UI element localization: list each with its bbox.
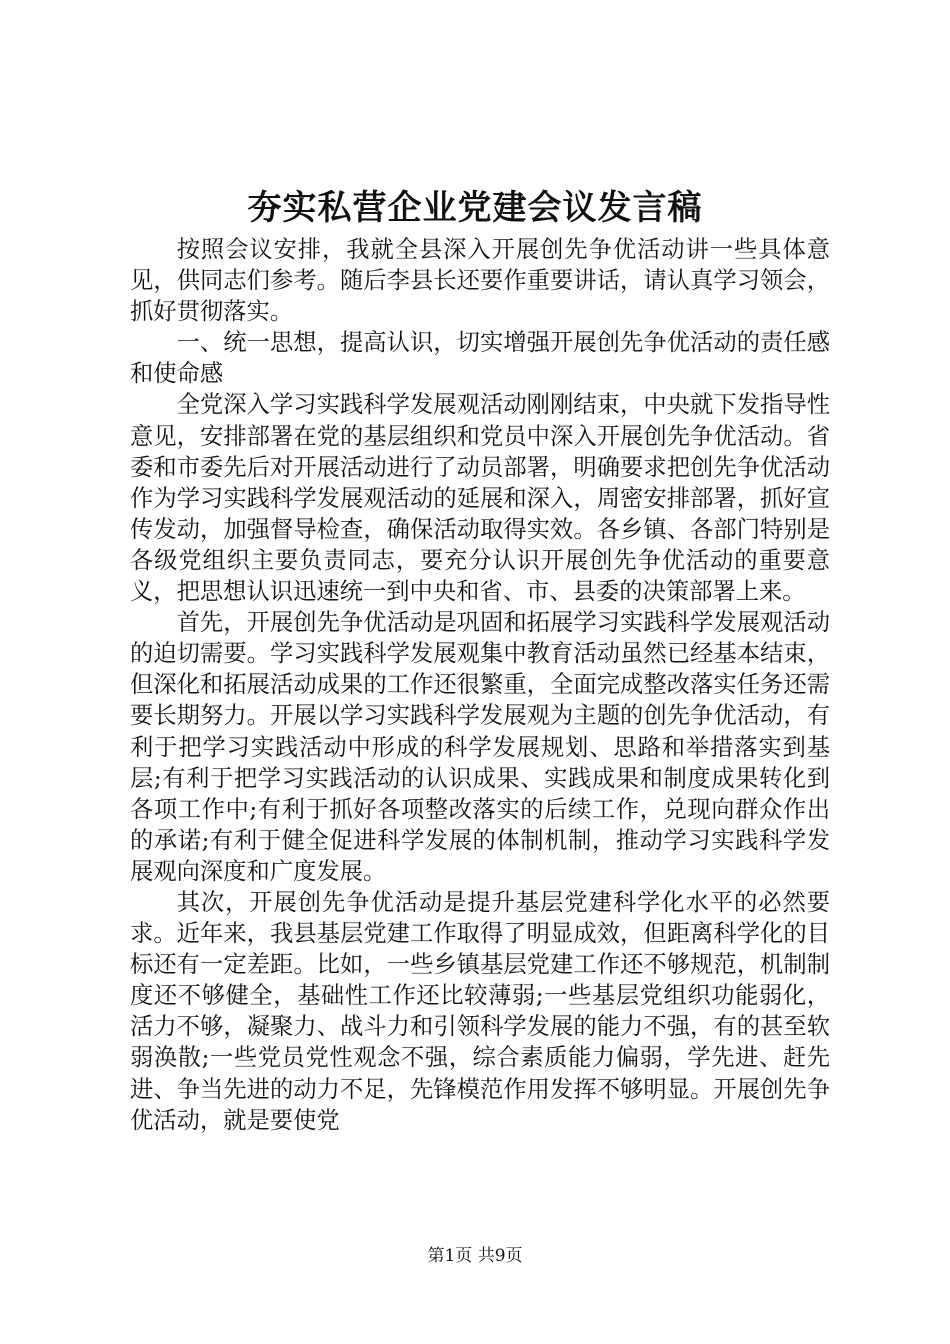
document-body	[130, 234, 830, 1136]
paragraph-first-point: 首先，开展创先争优活动是巩固和拓展学习实践科学发展观活动的迫切需要。学习实践科学发展观集中教育活动虽然已经基本结束，但深化和拓展活动成果的工作还很繁重，全面完成整改落实任务还需要长期努力。开展以学习实践科学发展观为主题的创先争优活动，有利于把学习实践活动中形成的科学发展规划、思路和举措落实到基层;有利于把学习实践活动的认识成果、实践成果和制度成果转化到各项工作中;有利于抓好各项整改落实的后续工作，兑现向群众作出的承诺;有利于健全促进科学发展的体制机制，推动学习实践科学发展观向深度和广度发展。	[130, 609, 830, 885]
page-footer: 第1页 共9页	[427, 1246, 523, 1266]
paragraph-background: 全党深入学习实践科学发展观活动刚刚结束，中央就下发指导性意见，安排部署在党的基层组织和党员中深入开展创先争优活动。省委和市委先后对开展活动进行了动员部署，明确要求把创先争优活动作为学习实践科学发展观活动的延展和深入，周密安排部署，抓好宣传发动，加强督导检查，确保活动取得实效。各乡镇、各部门特别是各级党组织主要负责同志，要充分认识开展创先争优活动的重要意义，把思想认识迅速统一到中央和省、市、县委的决策部署上来。	[130, 391, 830, 606]
paragraph-intro: 按照会议安排，我就全县深入开展创先争优活动讲一些具体意见，供同志们参考。随后李县长还要作重要讲话，请认真学习领会，抓好贯彻落实。	[130, 236, 830, 326]
paragraph-second-point: 其次，开展创先争优活动是提升基层党建科学化水平的必然要求。近年来，我县基层党建工作取得了明显成效，但距离科学化的目标还有一定差距。比如，一些乡镇基层党建工作还不够规范，机制制度还不够健全，基础性工作还比较薄弱;一些基层党组织功能弱化，活力不够，凝聚力、战斗力和引领科学发展的能力不强，有的甚至软弱涣散;一些党员党性观念不强，综合素质能力偏弱，学先进、赶先进、争当先进的动力不足，先锋模范作用发挥不够明显。开展创先争优活动，就是要使党	[130, 888, 830, 1134]
section-heading-1: 一、统一思想，提高认识，切实增强开展创先争优活动的责任感和使命感	[130, 329, 830, 388]
document-title: 夯实私营企业党建会议发言稿	[247, 188, 703, 228]
